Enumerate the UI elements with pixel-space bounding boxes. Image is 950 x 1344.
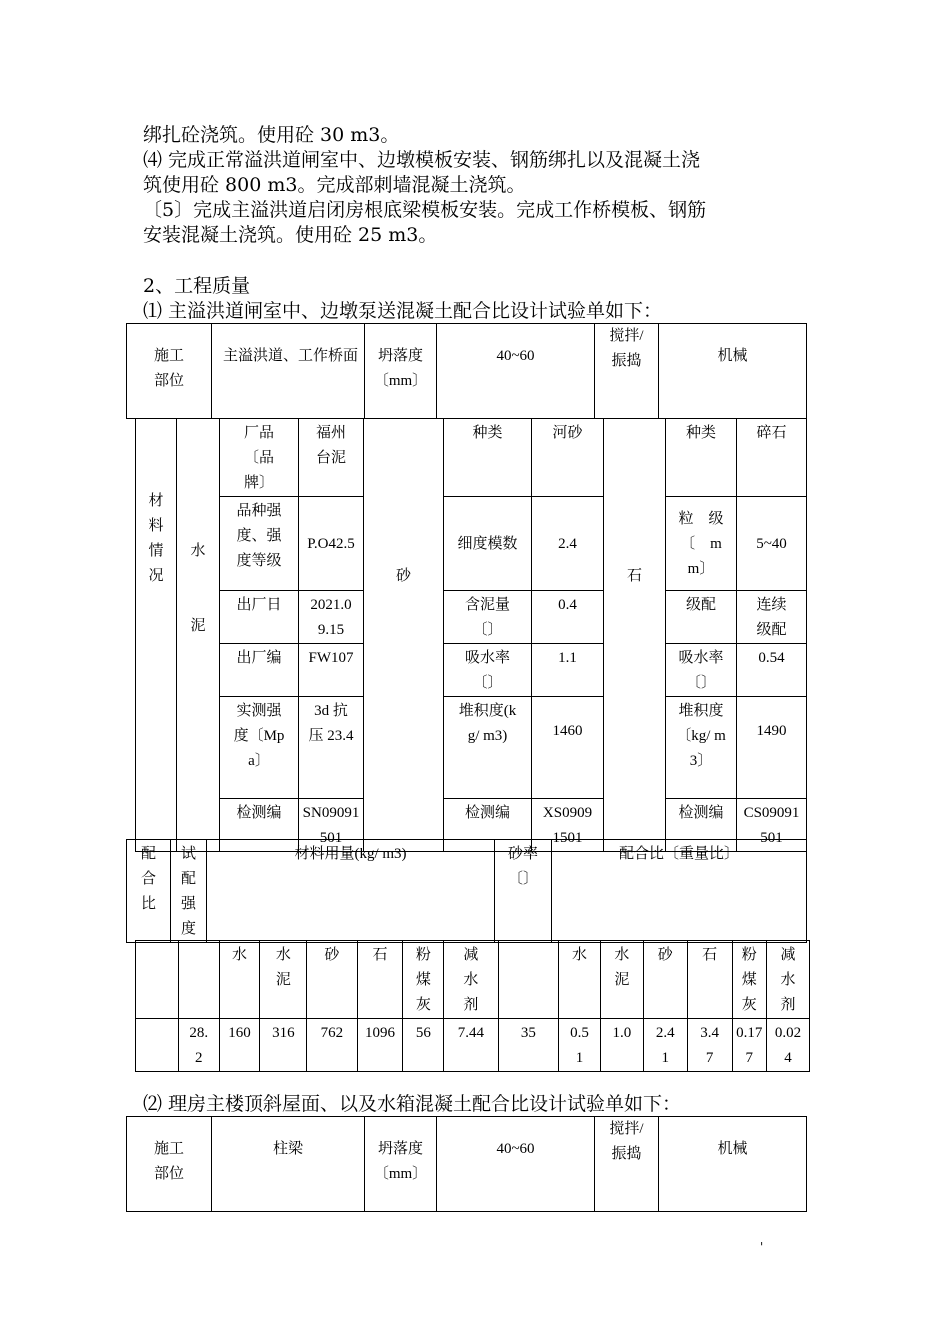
t1-value-sand-rate: 35: [498, 1019, 559, 1072]
paragraph-2: ⑷ 完成正常溢洪道闸室中、边墩模板安装、钢筋绑扎以及混凝土浇: [143, 149, 701, 171]
t1-stone-val: 连续级配: [737, 591, 807, 644]
paragraph-3: 筑使用砼 800 m3。完成部刺墙混凝土浇筑。: [143, 174, 526, 196]
t1-stone-val: 0.54: [737, 644, 807, 697]
t1-sub-header: 减水剂: [767, 941, 810, 1019]
t1-stone-val: CS09091501: [737, 799, 807, 852]
t1-trial-label: 试配强度: [171, 840, 207, 943]
t1-value: 2.41: [643, 1019, 687, 1072]
t1-sub-header: 水: [559, 941, 601, 1019]
t2-site-value: 柱梁: [212, 1117, 365, 1212]
t1-sand-key: 堆积度(kg/ m3): [444, 697, 532, 799]
t1-value: 316: [260, 1019, 307, 1072]
t1-empty-cell: [136, 1019, 179, 1072]
page-mark: ': [760, 1240, 764, 1254]
t1-site-value: 主溢洪道、工作桥面: [212, 324, 365, 419]
t2-mix-value: 机械: [659, 1117, 807, 1212]
t1-sub-header: 石: [357, 941, 403, 1019]
t1-sub-header: 砂: [643, 941, 687, 1019]
t1-materials-label: 材料情况: [136, 419, 177, 852]
t1-cement-label: 水泥: [177, 419, 220, 852]
t1-sand-val: XS09091501: [532, 799, 604, 852]
t1-usage-label: 材料用量(kg/ m3): [207, 840, 495, 943]
t1-value: 56: [403, 1019, 444, 1072]
t1-site-label: 施工部位: [127, 324, 212, 419]
t1-stone-val: 碎石: [737, 419, 807, 497]
t1-cement-val: SN09091501: [299, 799, 364, 852]
item-1-title: ⑴ 主溢洪道闸室中、边墩泵送混凝土配合比设计试验单如下：: [143, 300, 663, 322]
t1-stone-key: 粒 级〔 mm〕: [666, 497, 737, 591]
t1-stone-key: 堆积度〔kg/ m3〕: [666, 697, 737, 799]
t1-sand-key: 吸水率〔〕: [444, 644, 532, 697]
t1-sand-rate-label: 砂率〔〕: [495, 840, 552, 943]
section-title-quality: 2、工程质量: [143, 275, 251, 297]
t1-slump-value: 40~60: [437, 324, 595, 419]
paragraph-5: 安装混凝土浇筑。使用砼 25 m3。: [143, 224, 438, 246]
t1-value: 1.0: [600, 1019, 643, 1072]
t2-site-label: 施工部位: [127, 1117, 212, 1212]
t2-slump-value: 40~60: [437, 1117, 595, 1212]
t1-mix-label: 配合比: [127, 840, 171, 943]
t1-cement-val: 3d 抗压 23.4: [299, 697, 364, 799]
t1-sand-val: 0.4: [532, 591, 604, 644]
t1-cement-val: P.O42.5: [299, 497, 364, 591]
t1-stone-key: 种类: [666, 419, 737, 497]
t1-value: 7.44: [444, 1019, 498, 1072]
t1-slump-label: 坍落度〔mm〕: [365, 324, 437, 419]
paragraph-1: 绑扎砼浇筑。使用砼 30 m3。: [143, 124, 400, 146]
t1-sub-header: 粉煤灰: [732, 941, 766, 1019]
t1-cement-val: 2021.09.15: [299, 591, 364, 644]
t1-sub-header: 砂: [307, 941, 357, 1019]
t1-cement-key: 出厂日: [220, 591, 299, 644]
t1-empty-cell: [178, 941, 219, 1019]
t1-value: 1096: [357, 1019, 403, 1072]
t1-empty-cell: [136, 941, 179, 1019]
t1-mix-value: 机械: [659, 324, 807, 419]
t2-mix-label: 搅拌/振捣: [595, 1117, 659, 1212]
item-2-title: ⑵ 理房主楼顶斜屋面、以及水箱混凝土配合比设计试验单如下：: [143, 1093, 682, 1115]
t1-cement-key: 厂品〔品牌〕: [220, 419, 299, 497]
t1-sand-val: 1.1: [532, 644, 604, 697]
t1-sub-header: 水泥: [260, 941, 307, 1019]
t1-stone-val: 5~40: [737, 497, 807, 591]
paragraph-4: 〔5〕完成主溢洪道启闭房根底梁模板安装。完成工作桥模板、钢筋: [143, 199, 707, 221]
t1-sub-header: 水泥: [600, 941, 643, 1019]
t1-sand-val: 2.4: [532, 497, 604, 591]
t1-sand-key: 细度模数: [444, 497, 532, 591]
t1-cement-key: 实测强度〔Mpa〕: [220, 697, 299, 799]
t1-stone-val: 1490: [737, 697, 807, 799]
t1-sand-key: 检测编: [444, 799, 532, 852]
t1-sand-val: 1460: [532, 697, 604, 799]
t1-sub-header: 减水剂: [444, 941, 498, 1019]
t1-stone-label: 石: [604, 419, 666, 852]
t1-value-trial: 28.2: [178, 1019, 219, 1072]
t1-value: 160: [219, 1019, 260, 1072]
t1-cement-key: 出厂编: [220, 644, 299, 697]
t2-slump-label: 坍落度〔mm〕: [365, 1117, 437, 1212]
t1-sub-header: 水: [219, 941, 260, 1019]
t1-cement-key: 品种强度、强度等级: [220, 497, 299, 591]
t1-stone-key: 吸水率〔〕: [666, 644, 737, 697]
t1-header-table: [126, 323, 807, 419]
t1-value: 0.177: [732, 1019, 766, 1072]
t1-stone-key: 级配: [666, 591, 737, 644]
t1-stone-key: 检测编: [666, 799, 737, 852]
t1-value: 0.51: [559, 1019, 601, 1072]
t1-value: 3.47: [687, 1019, 732, 1072]
t2-header-table: [126, 1116, 807, 1212]
t1-mix-label: 搅拌/振捣: [595, 324, 659, 419]
t1-sub-header: 石: [687, 941, 732, 1019]
t1-sub-header: 粉煤灰: [403, 941, 444, 1019]
t1-value: 0.024: [767, 1019, 810, 1072]
t1-ratio-label: 配合比〔重量比〕: [552, 840, 807, 943]
t1-cement-key: 检测编: [220, 799, 299, 852]
t1-cement-val: 福州台泥: [299, 419, 364, 497]
t1-sand-label: 砂: [364, 419, 444, 852]
t1-empty-cell: [498, 941, 559, 1019]
t1-sand-key: 种类: [444, 419, 532, 497]
t1-cement-val: FW107: [299, 644, 364, 697]
t1-materials-table: [135, 418, 807, 852]
t1-sand-val: 河砂: [532, 419, 604, 497]
t1-mix-values-table: [135, 940, 810, 1072]
t1-value: 762: [307, 1019, 357, 1072]
t1-mix-header-table: [126, 839, 807, 943]
t1-sand-key: 含泥量〔〕: [444, 591, 532, 644]
